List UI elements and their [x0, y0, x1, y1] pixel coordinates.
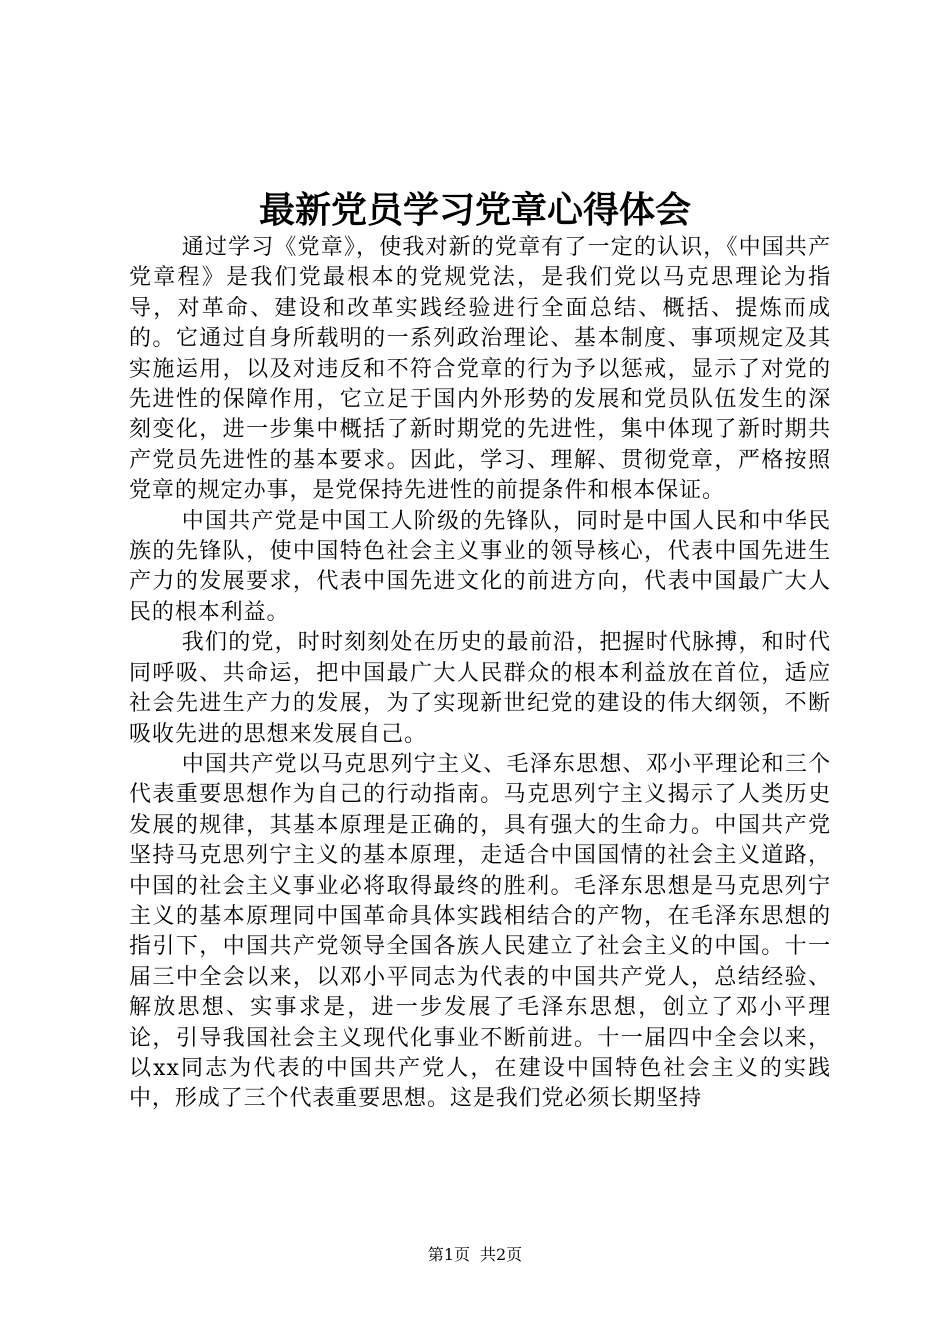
paragraph-4: 中国共产党以马克思列宁主义、毛泽东思想、邓小平理论和三个代表重要思想作为自己的行动指南。马克思列宁主义揭示了人类历史发展的规律，其基本原理是正确的，具有强大的生命力。中国共产党坚持马克思列宁主义的基本原理，走适合中国国情的社会主义道路，中国的社会主义事业必将取得最终的胜利。毛泽东思想是马克思列宁主义的基本原理同中国革命具体实践相结合的产物，在毛泽东思想的指引下，中国共产党领导全国各族人民建立了社会主义的中国。十一届三中全会以来，以邓小平同志为代表的中国共产党人，总结经验、解放思想、实事求是，进一步发展了毛泽东思想，创立了邓小平理论，引导我国社会主义现代化事业不断前进。十一届四中全会以来，以xx同志为代表的中国共产党人，在建设中国特色社会主义的实践中，形成了三个代表重要思想。这是我们党必须长期坚持	[129, 751, 831, 1112]
page-number: 第1页	[427, 1245, 470, 1264]
document-body	[129, 233, 831, 1115]
paragraph-1: 通过学习《党章》，使我对新的党章有了一定的认识，《中国共产党章程》是我们党最根本的党规党法，是我们党以马克思理论为指导，对革命、建设和改革实践经验进行全面总结、概括、提炼而成的。它通过自身所载明的一系列政治理论、基本制度、事项规定及其实施运用，以及对违反和不符合党章的行为予以惩戒，显示了对党的先进性的保障作用，它立足于国内外形势的发展和党员队伍发生的深刻变化，进一步集中概括了新时期党的先进性，集中体现了新时期共产党员先进性的基本要求。因此，学习、理解、贯彻党章，严格按照党章的规定办事，是党保持先进性的前提条件和根本保证。	[129, 235, 831, 504]
paragraph-3: 我们的党，时时刻刻处在历史的最前沿，把握时代脉搏，和时代同呼吸、共命运，把中国最广大人民群众的根本利益放在首位，适应社会先进生产力的发展，为了实现新世纪党的建设的伟大纲领，不断吸收先进的思想来发展自己。	[129, 630, 831, 747]
document-title: 最新党员学习党章心得体会	[258, 189, 691, 231]
page-total: 共2页	[480, 1245, 523, 1264]
paragraph-2: 中国共产党是中国工人阶级的先锋队，同时是中国人民和中华民族的先锋队，使中国特色社会主义事业的领导核心，代表中国先进生产力的发展要求，代表中国先进文化的前进方向，代表中国最广大人民的根本利益。	[129, 508, 831, 625]
page-footer	[0, 1244, 950, 1266]
